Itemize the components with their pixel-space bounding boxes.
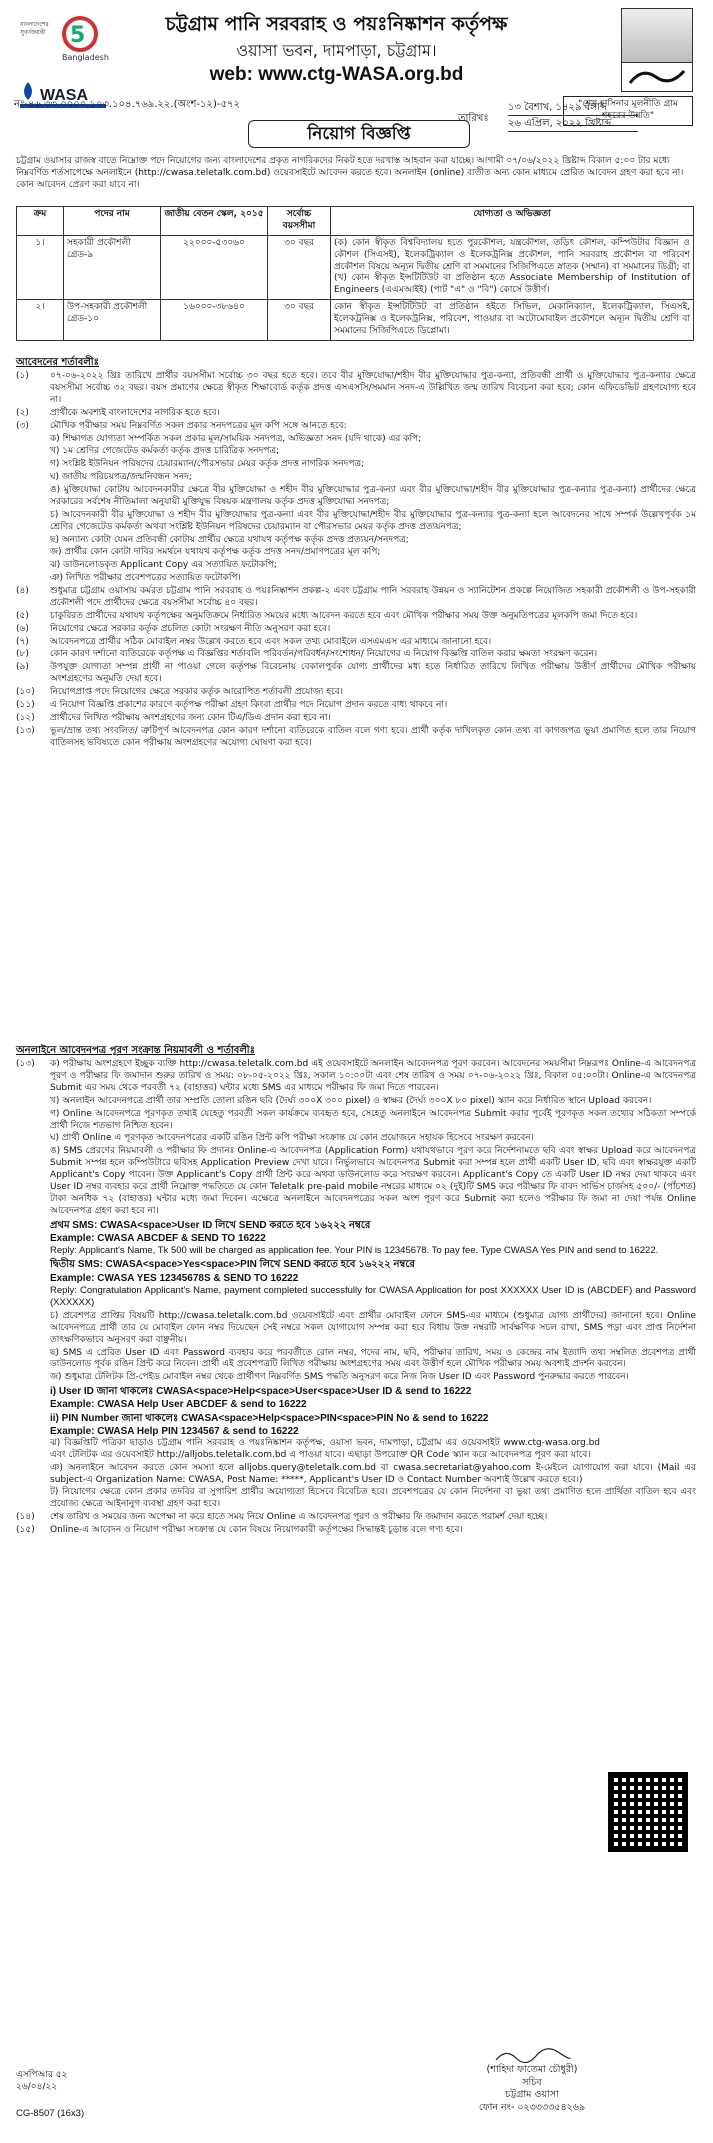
svg-text:5: 5 bbox=[70, 23, 86, 48]
signer-title: সচিব bbox=[522, 2076, 542, 2088]
recover-pin: ii) PIN Number জানা থাকলেঃ CWASA<space>Help<space>PIN<space>PIN No & send to 16222 bbox=[50, 1412, 489, 1424]
mujib-borsho-logo bbox=[621, 62, 693, 92]
condition-item: (১২) প্রার্থীদের লিখিত পরীক্ষায় অংশগ্রহণের জন্য কোন টিএ/ডিএ প্রদান করা হবে না। bbox=[16, 712, 331, 723]
online-subitem: ট) নিয়োগের ক্ষেত্রে কোন প্রকার তদবির বা সুপারিশ প্রার্থীর অযোগ্যতা হিসেবে বিবেচিত হবে। প্রবেশপত্রের যে কোন নির্দেশনা বা ভুয়া তথ্য প্রমাণিত হলে প্রার্থিতা বাতিল হবে এবং প্রযোজ্য ক্ষেত্রে আইনানুগ ব্যবস্থা গ্রহণ করা হবে। bbox=[50, 1487, 696, 1510]
online-subitem: ঞ) অনলাইনে আবেদন করতে কোন সমস্যা হলে alljobs.query@teletalk.com.bd বা cwasa.secretariat@yahoo.com ই-মেইলে যোগাযোগ করা যাবে। (Mail এর subject-এ Organization Name: CWASA, Post Name: *****, Applicant's User ID ও Contact Number অবশ্যই উল্লেখ করতে হবে।) bbox=[50, 1462, 696, 1485]
sms2-example: Example: CWASA YES 12345678S & SEND TO 16222 bbox=[50, 1272, 299, 1284]
online-item: (১৪) শেষ তারিখ ও সময়ের জন্য অপেক্ষা না করে হাতে সময় নিয়ে Online এ আবেদনপত্র পূরণ ও পরীক্ষার ফি জমাদান করতে পরামর্শ দেয়া হচ্ছে। bbox=[16, 1512, 548, 1523]
header bbox=[12, 6, 701, 144]
online-subitem: গ) Online আবেদনপত্রে পূরণকৃত তথ্যই যেহেতু পরবর্তী সকল কার্যক্রমে ব্যবহৃত হবে, সেহেতু অনলাইনে আবেদনপত্র Submit করার পূর্বেই পূরণকৃত সকল তথ্যের সঠিকতা সম্পর্কে প্রার্থী নিজে শতভাগ নিশ্চিত হবেন। bbox=[50, 1108, 696, 1131]
online-subitem: জ) শুধুমাত্র টেলিটক প্রি-পেইড মোবাইল নম্বর থেকে প্রার্থীগণ নিম্নবর্ণিত SMS পদ্ধতি অনুসরণ করে নিজ নিজ User ID এবং Password পুনরুদ্ধার করতে পারবেন। bbox=[50, 1372, 629, 1383]
condition-subitem: চ) আবেদনকারী বীর মুক্তিযোদ্ধা ও শহীদ বীর মুক্তিযোদ্ধার পুত্র-কন্যা এবং বীর মুক্তিযোদ্ধা/শহীদ বীর মুক্তিযোদ্ধার পুত্র-কন্যার পুত্র-কন্যা হলে আবেদনের সাথে সম্পর্ক উল্লেখপূর্বক ১ম শ্রেণির গেজেটেড কর্মকর্তা অথবা সংশ্লিষ্ট ইউনিয়ন পরিষদের চেয়ারম্যান বা পৌরসভার মেয়র কর্তৃক প্রদত্ত প্রত্যয়নপত্র; bbox=[50, 509, 696, 532]
col-post: পদের নাম bbox=[64, 207, 161, 236]
condition-subitem: ঞ) লিখিত পরীক্ষার প্রবেশপত্রের সত্যায়িত ফটোকপি। bbox=[50, 573, 241, 584]
online-heading: অনলাইনে আবেদনপত্র পূরণ সংক্রান্ত নিয়মাবলী ও শর্তাবলীঃ bbox=[16, 1045, 256, 1056]
signer-phone: ফোন নং- ০২৩৩৩৩৫৪২৬৯ bbox=[478, 2101, 586, 2113]
recover-userid-example: Example: CWASA Help User ABCDEF & send to 16222 bbox=[50, 1399, 307, 1411]
portrait-image bbox=[621, 8, 693, 64]
condition-item: (১১) এ নিয়োগ বিজ্ঞপ্তি প্রকাশের কারণে কর্তৃপক্ষ পরীক্ষা গ্রহণ কিংবা প্রার্থীর পদে নিয়োগ প্রদান করতে বাধ্য থাকবে না। bbox=[16, 699, 448, 710]
cell-qualification: (ক) কোন স্বীকৃত বিশ্ববিদ্যালয় হতে পুরকৌশল, যন্ত্রকৌশল, তড়িৎ কৌশল, কম্পিউটার বিজ্ঞান ও কৌশল (সিএসই), ইলেকট্রিক্যাল ও ইলেকট্রনিক্স প্রকৌশল, পানি সরবরাহ প্রকৌশল বা পরিবেশ প্রকৌশল বিষয়ে অন্যূন দ্বিতীয় শ্রেণি বা সমমানের সিজিপিএতে স্নাতক (সম্মান) বা সমমানের ডিগ্রী; বা (খ) কোন স্বীকৃত ইন্সটিটিউট বা প্রতিষ্ঠান হতে Associate Membership of Institution of Engineers (এএমআইই) (পার্ট "এ" ও "বি") কোর্সে উত্তীর্ণ। bbox=[331, 235, 694, 299]
sms2-instruction: দ্বিতীয় SMS: CWASA<space>Yes<space>PIN লিখে SEND করতে হবে ১৬২২২ নম্বরে bbox=[50, 1259, 415, 1271]
table-header-row bbox=[17, 207, 694, 236]
posts-table bbox=[16, 206, 694, 341]
col-serial: ক্রম bbox=[17, 207, 64, 236]
sms2-reply: Reply: Congratulation Applicant's Name, payment completed successfully for CWASA Application for post XXXXXX User ID is (ABCDEF) and Password (XXXXXX) bbox=[50, 1284, 696, 1309]
organization-title: চট্টগ্রাম পানি সরবরাহ ও পয়ঃনিষ্কাশন কর্তৃপক্ষ bbox=[165, 13, 508, 35]
footer-code: CG-8507 (16x3) bbox=[16, 2107, 85, 2119]
online-subitem: খ) অনলাইন আবেদনপত্রে প্রার্থী তার সম্প্রতি তোলা রঙিন ছবি (দৈর্ঘ্য ৩০০X ৩০০ pixel) ও স্বাক্ষর (দৈর্ঘ্য ৩০০X ৮০ pixel) স্ক্যান করে নির্ধারিত স্থানে Upload করবেন। bbox=[50, 1095, 652, 1106]
organization-website: web: www.ctg-WASA.org.bd bbox=[209, 64, 464, 85]
col-qualification: যোগ্যতা ও অভিজ্ঞতা bbox=[331, 207, 694, 236]
footer-ref: এসপিআর ৫২ bbox=[16, 2070, 68, 2080]
cell-age: ৩০ বছর bbox=[268, 235, 331, 299]
online-item: (১৫) Online-এ আবেদন ও নিয়োগ পরীক্ষা সংক্রান্ত যে কোন বিষয়ে নিয়োগকারী কর্তৃপক্ষের সিদ্ধান্তই চূড়ান্ত বলে গণ্য হবে। bbox=[16, 1525, 463, 1536]
recover-userid: i) User ID জানা থাকলেঃ CWASA<space>Help<space>User<space>User ID & send to 16222 bbox=[50, 1386, 472, 1398]
condition-item: (৪) শুধুমাত্র চট্টগ্রাম ওয়াসায় কর্মরত চট্টগ্রাম পানি সরবরাহ ও পয়ঃনিষ্কাশন প্রকল্প-২ এবং চট্টগ্রাম পানি সরবরাহ উন্নয়ন ও স্যানিটেশন প্রকল্পে নিয়োজিত সহকারী প্রকৌশলী ও উপ-সহকারী প্রকৌশলী পদে প্রার্থীদের ক্ষেত্রে বয়সসীমা সর্বোচ্চ ৪০ বছর। bbox=[16, 586, 696, 608]
condition-item: (৫) চাকুরিরত প্রার্থীদের যথাযথ কর্তৃপক্ষের অনুমতিক্রমে নির্ধারিত সময়ের মধ্যে আবেদন করতে হবে এবং মৌখিক পরীক্ষার সময় উক্ত অনুমতিপত্রের মূলকপি জমা দিতে হবে। bbox=[16, 610, 638, 621]
svg-text:সুবর্ণজয়ন্তী: সুবর্ণজয়ন্তী bbox=[20, 29, 46, 36]
condition-item: (৩) মৌখিক পরীক্ষার সময় নিম্নবর্ণিত সকল প্রকার সনদপত্রের মূল কপি সঙ্গে আনতে হবে: bbox=[16, 420, 347, 431]
cell-serial: ১। bbox=[17, 235, 64, 299]
notice-page bbox=[12, 6, 701, 2136]
online-subitem: ছ) SMS এ প্রেরিত User ID এবং Password ব্যবহার করে পরবর্তীতে রোল নম্বর, পদের নাম, ছবি, পরীক্ষার তারিখ, সময় ও কেন্দ্রের নাম ইত্যাদি তথ্য সম্বলিত প্রবেশপত্র প্রার্থী ডাউনলোড পূর্বক রঙিন প্রিন্ট করে নিবেন। প্রার্থী এই প্রবেশপত্রটি লিখিত পরীক্ষায় অংশগ্রহণের সময় এবং উত্তীর্ণ হলে মৌখিক পরীক্ষার সময় অবশ্যই প্রদর্শন করবেন। bbox=[50, 1347, 696, 1370]
condition-subitem: জ) প্রার্থীর কোন কোটা দাবির সমর্থনে যথাযথ কর্তৃপক্ষ কর্তৃক প্রদত্ত সনদ/প্রমাণপত্রের মূল কপি; bbox=[50, 547, 381, 558]
signer-org: চট্টগ্রাম ওয়াসা bbox=[505, 2089, 559, 2101]
svg-text:WASA: WASA bbox=[40, 87, 88, 104]
signer-name: (শাহিদা ফাতেমা চৌধুরী) bbox=[486, 2064, 578, 2075]
signature-block bbox=[432, 2046, 632, 2114]
date-english: ২৬ এপ্রিল, ২০২২ খ্রিষ্টাব্দ bbox=[508, 116, 638, 132]
condition-item: (২) প্রার্থীকে অবশ্যই বাংলাদেশের নাগরিক হতে হবে। bbox=[16, 407, 220, 418]
condition-item: (৯) উপযুক্ত যোগ্যতা সম্পন্ন প্রার্থী না পাওয়া গেলে কর্তৃপক্ষ বিবেচনায় বেকালপুর্বক যোগ্য প্রার্থীদের মধ্য হতে নির্ধারিত তারিখে লিখিত পরীক্ষায় উত্তীর্ণ প্রার্থীদের মৌখিক পরীক্ষায় অংশগ্রহণের অনুমতি দেয়া হবে। bbox=[16, 662, 696, 685]
cell-post: সহকারী প্রকৌশলী গ্রেড-৯ bbox=[64, 235, 161, 299]
condition-subitem: ঙ) মুক্তিযোদ্ধা কোটায় আবেদনকারীর ক্ষেত্রে বীর মুক্তিযোদ্ধা ও শহীদ বীর মুক্তিযোদ্ধার পুত্র-কন্যা এবং বীর মুক্তিযোদ্ধা/শহীদ বীর মুক্তিযোদ্ধার পুত্র-কন্যার পুত্র-কন্যা) প্রার্থীদের ক্ষেত্রে সরকারের সর্বশেষ নীতিমালা অনুযায়ী মুক্তিযুদ্ধ বিষয়ক মন্ত্রণালয় কর্তৃক প্রদত্ত মুক্তিযোদ্ধা সনদপত্র; bbox=[50, 485, 696, 507]
svg-text:বাংলাদেশের: বাংলাদেশের bbox=[20, 21, 49, 28]
qr-code-image[interactable] bbox=[608, 1772, 688, 1852]
sms1-reply: Reply: Applicant's Name, Tk 500 will be charged as application fee. Your PIN is 12345678. To pay fee. Type CWASA Yes PIN and send to 16222. bbox=[50, 1244, 659, 1256]
condition-subitem: খ) ১ম শ্রেণির গেজেটেড কর্মকর্তা কর্তৃক প্রদত্ত চারিত্রিক সনদপত্র; bbox=[50, 446, 280, 457]
memo-number: নং-৪৬.৩৩.০০০০.১০৩.১০৪.৭৬৯.২২.(অংশ-১২)-৫৭২ bbox=[14, 99, 240, 110]
condition-subitem: ঝ) ডাউনলোডকৃত Applicant Copy এর সত্যায়িত ফটোকপি; bbox=[50, 560, 277, 571]
cell-serial: ২। bbox=[17, 300, 64, 341]
condition-subitem: ছ) অন্যান্য কোটা যেমন প্রতিবন্ধী কোটায় প্রার্থীর ক্ষেত্রে যথাযথ কর্তৃপক্ষ কর্তৃক প্রদত্ত প্রত্যয়ন/সনদপত্র; bbox=[50, 534, 409, 545]
condition-item: (১) ০৭-০৬-২০২২ খ্রিঃ তারিখে প্রার্থীর বয়সসীমা সর্বোচ্চ ৩০ বছর হতে হবে। তবে বীর মুক্তিযোদ্ধা/শহীদ বীর মুক্তিযোদ্ধার পুত্র-কন্যা, প্রতিবন্ধী প্রার্থী ও মুক্তিযোদ্ধার পুত্র-কন্যার ক্ষেত্রে বয়সসীমা সর্বোচ্চ ৩২ বছর। বয়স প্রমাণের ক্ষেত্রে স্বীকৃত শিক্ষাবোর্ড কর্তৃক প্রদত্ত এসএসসি/সমমান সনদ-এ উল্লিখিত জন্ম তারিখ বিবেচনা করা হবে; কোন এফিডেভিট গ্রহণযোগ্য হবে না। bbox=[16, 371, 696, 405]
cell-qualification: কোন স্বীকৃত ইন্সটিটিউট বা প্রতিষ্ঠান হইতে সিভিল, মেকানিক্যাল, ইলেকট্রিক্যাল, সিএসই, ইলেকট্রনিক্স ও ইলেকট্রনিক্স, পরিবেশ, পাওয়ার বা অটোমোবাইল প্রকৌশলে অন্যূন দ্বিতীয় শ্রেণি বা সমমানের সিজিপিএতে ডিপ্লোমা। bbox=[331, 300, 694, 341]
cell-scale: ১৬০০০-৩৮৬৪০ bbox=[161, 300, 268, 341]
sms1-instruction: প্রথম SMS: CWASA<space>User ID লিখে SEND করতে হবে ১৬২২২ নম্বরে bbox=[50, 1219, 371, 1231]
footer-ref-date: ২৬/০৪/২২ bbox=[16, 2081, 58, 2092]
date-box bbox=[508, 100, 638, 132]
recover-pin-example: Example: CWASA Help PIN 1234567 & send to 16222 bbox=[50, 1425, 299, 1437]
online-subitem: ঙ) SMS প্রেরণের নিয়মাবলী ও পরীক্ষার ফি প্রদানঃ Online-এ আবেদনপত্র (Application Form) যথাযথভাবে পূরণ করে নির্দেশনামতে ছবি এবং স্বাক্ষর Upload করে আবেদনপত্র Submit সম্পন্ন হলে কম্পিউটারে ছবিসহ Application Preview দেখা যাবে। নির্ভুলভাবে আবেদনপত্র Submit করা সম্পন্ন হলে প্রার্থী একটি User ID, ছবি এবং স্বাক্ষরযুক্ত একটি Applicant's Copy পাবেন। উক্ত Applicant's Copy প্রার্থী প্রিন্ট করে অথবা ডাউনলোড করে সংরক্ষণ করবেন। Applicant's Copy তে একটি User ID নম্বর দেয়া থাকবে এবং User ID নম্বর ব্যবহার করে প্রার্থী নিম্নোক্ত পদ্ধতিতে যে কোন Teletalk pre-paid mobile নম্বরের মাধ্যমে ০২ (দুই)টি SMS করে পরীক্ষার ফি বাবদ সার্ভিস চার্জসহ ৫০০/- (পাঁচশত) টাকা অনধিক ৭২ (বাহাত্তর) ঘন্টার মধ্যে জমা দিবেন। এক্ষেত্রে অনলাইনে আবেদনপত্রের সকল অংশ পূরণ করে Submit করা হলেও পরীক্ষার ফি জমা না দেয়া পর্যন্ত Online আবেদনপত্র গ্রহণ করা হবে না। bbox=[50, 1146, 696, 1216]
condition-item: (৮) কোন কারণ দর্শানো ব্যতিরেকে কর্তৃপক্ষ এ বিজ্ঞপ্তির শর্তাবলি পরিবর্তন/পরিবর্ধন/সংশোধন/ নিয়োগের এ নিয়োগ বিজ্ঞপ্তি বাতিল করার ক্ষমতা সংরক্ষণ করেন। bbox=[16, 649, 598, 660]
table-row bbox=[17, 300, 694, 341]
svg-text:Bangladesh: Bangladesh bbox=[62, 53, 109, 62]
date-label: তারিখঃ bbox=[458, 113, 489, 124]
condition-item: (১৩) ভুল/ভ্রান্ত তথ্য সংবলিত/ ত্রুটিপূর্ণ আবেদনপত্র কোন কারণ দর্শানো ব্যতিরেকে বাতিল বলে গণ্য হবে। প্রার্থী কর্তৃক দাখিলকৃত কোন তথ্য বা কাগজপত্র ভুয়া প্রমাণিত হলে তার নিয়োগ বাতিলসহ ভবিষ্যতে কোন পরীক্ষায় অংশগ্রহণের অযোগ্য ঘোষণা করা হবে। bbox=[16, 725, 696, 748]
conditions-heading: আবেদনের শর্তাবলীঃ bbox=[16, 357, 99, 368]
condition-item: (৭) আবেদনপত্রে প্রার্থীর সঠিক মোবাইল নম্বর উল্লেখ করতে হবে এবং সকল তথ্য মোবাইলে এসএমএস এর মাধ্যমে জানানো হবে। bbox=[16, 636, 492, 647]
online-subitem: ঝ) বিজ্ঞপ্তিটি পত্রিকা ছাড়াও চট্টগ্রাম পানি সরবরাহ ও পয়ঃনিষ্কাশন কর্তৃপক্ষ, ওয়াসা ভবন, দামপাড়া, চট্টগ্রাম এর ওয়েবসাইট www.ctg-wasa.org.bd এবং টেলিটক এর ওয়েবসাইট http://alljobs.teletalk.com.bd এ পাওয়া যাবে। এছাড়া উপরোক্ত QR Code স্ক্যান করে আবেদনপত্র পূরণ করা যাবে। bbox=[50, 1437, 600, 1460]
online-item: (১৩) ক) পরীক্ষায় অংশগ্রহণে ইচ্ছুক ব্যক্তি http://cwasa.teletalk.com.bd এই ওয়েবসাইটে অনলাইন আবেদনপত্র পূরণ করবেন। আবেদনের সময়সীমা নিম্নরূপঃ Online-এ আবেদনপত্র পূরণ ও পরীক্ষার ফি জমাদান শুরুর তারিখ ও সময়: ০৮-০৫-২০২২ খ্রিঃ, সকাল ১০:০০টা এবং শেষ তারিখ ও সময় ০৭-০৬-২০২২ খ্রিঃ, বিকাল ০৫:০০টা। Online-এ আবেদনপত্র Submit এর সময় থেকে পরবর্তী ৭২ (বাহাত্তর) ঘন্টার মধ্যে SMS এর মাধ্যমে পরীক্ষার ফি জমা দিতে পারবেন। bbox=[16, 1059, 696, 1093]
condition-subitem: ক) শিক্ষাগত যোগ্যতা সম্পর্কিত সকল প্রকার মূল/সাময়িক সনদপত্র, অভিজ্ঞতা সনদ (যদি থাকে) এর কপি; bbox=[50, 433, 422, 444]
date-bangla: ১৩ বৈশাখ, ১৪২৯ বঙ্গাব্দ bbox=[508, 100, 638, 116]
organization-address: ওয়াসা ভবন, দামপাড়া, চট্টগ্রাম। bbox=[236, 41, 437, 60]
col-age: সর্বোচ্চ বয়সসীমা bbox=[268, 207, 331, 236]
intro-paragraph: চট্টগ্রাম ওয়াসার রাজস্ব বাতে নিম্নোক্ত পদে নিয়োগের জন্য বাংলাদেশের প্রকৃত নাগরিকদের নিকট হতে দরখাস্ত আহবান করা যাচ্ছে। আগামী ০৭/০৬/২০২২ খ্রিষ্টাব্দ বিকাল ৫:০০ টার মধ্যে নিম্নবর্ণিত শর্তসাপেক্ষে অনলাইনে (http://cwasa.teletalk.com.bd) ওয়েবসাইটে আবেদন করতে হবে। অনলাইন (online) ব্যতীত অন্য কোন মাধ্যমে প্রেরিত আবেদন গ্রহণ করা হবে না। কোন আবেদন প্রেরণ করা যাবে না। bbox=[16, 156, 684, 190]
jubilee-logo bbox=[18, 12, 116, 64]
conditions-section bbox=[16, 354, 696, 750]
sms1-example: Example: CWASA ABCDEF & SEND TO 16222 bbox=[50, 1232, 266, 1244]
slogan-box: "শেখ হাসিনার মূলনীতি গ্রাম শহরের উন্নতি" bbox=[563, 96, 693, 126]
condition-item: (১০) নিয়োগপ্রাপ্ত পদে নিয়োগের ক্ষেত্রে সরকার কর্তৃক আরোপিত শর্তাবলী প্রযোজ্য হবে। bbox=[16, 687, 343, 698]
condition-item: (৬) নিয়োগের ক্ষেত্রে সরকার কর্তৃক প্রচলিত কোটা সংরক্ষণ নীতি অনুসরণ করা হবে। bbox=[16, 623, 331, 634]
condition-subitem: গ) সংশ্লিষ্ট ইউনিয়ন পরিষদের চেয়ারম্যান/পৌরসভার মেয়র কর্তৃক প্রদত্ত নাগরিক সনদপত্র; bbox=[50, 459, 365, 470]
online-subitem: ঘ) প্রার্থী Online এ পূরণকৃত আবেদনপত্রের একটি রঙিন প্রিন্ট কপি পরীক্ষা সংক্রান্ত যে কোন প্রয়োজনে সহায়ক হিসেবে সংরক্ষণ করবেন। bbox=[50, 1133, 534, 1144]
cell-age: ৩০ বছর bbox=[268, 300, 331, 341]
cell-scale: ২২০০০-৫৩০৬০ bbox=[161, 235, 268, 299]
cell-post: উপ-সহকারী প্রকৌশলী গ্রেড-১০ bbox=[64, 300, 161, 341]
notice-title: নিয়োগ বিজ্ঞপ্তি bbox=[248, 120, 470, 148]
table-row bbox=[17, 235, 694, 299]
col-scale: জাতীয় বেতন স্কেল, ২০১৫ bbox=[161, 207, 268, 236]
signature-scribble bbox=[432, 2046, 632, 2064]
condition-subitem: ঘ) জাতীয় পরিচয়পত্র/জন্মনিবন্ধন সনদ; bbox=[50, 472, 192, 483]
online-subitem: চ) প্রবেশপত্র প্রাপ্তির বিষয়টি http://cwasa.teletalk.com.bd ওয়েবসাইটে এবং প্রার্থীর মোবাইল ফোনে SMS-এর মাধ্যমে (শুধুমাত্র যোগ্য প্রার্থীদের) জানানো হবে। Online আবেদনপত্রে প্রার্থী তার যে মোবাইল ফোন নম্বর দিয়েছেন সেই নম্বরে সকল যোগাযোগ সম্পন্ন করা হবে বিধায় উক্ত নম্বরটি সার্বক্ষণিক সচল রাখা, SMS পড়া এবং প্রাপ্ত নির্দেশনা তাৎক্ষণিকভাবে অনুসরণ করা বাঞ্ছনীয়। bbox=[50, 1310, 696, 1345]
online-section bbox=[16, 1042, 696, 1538]
